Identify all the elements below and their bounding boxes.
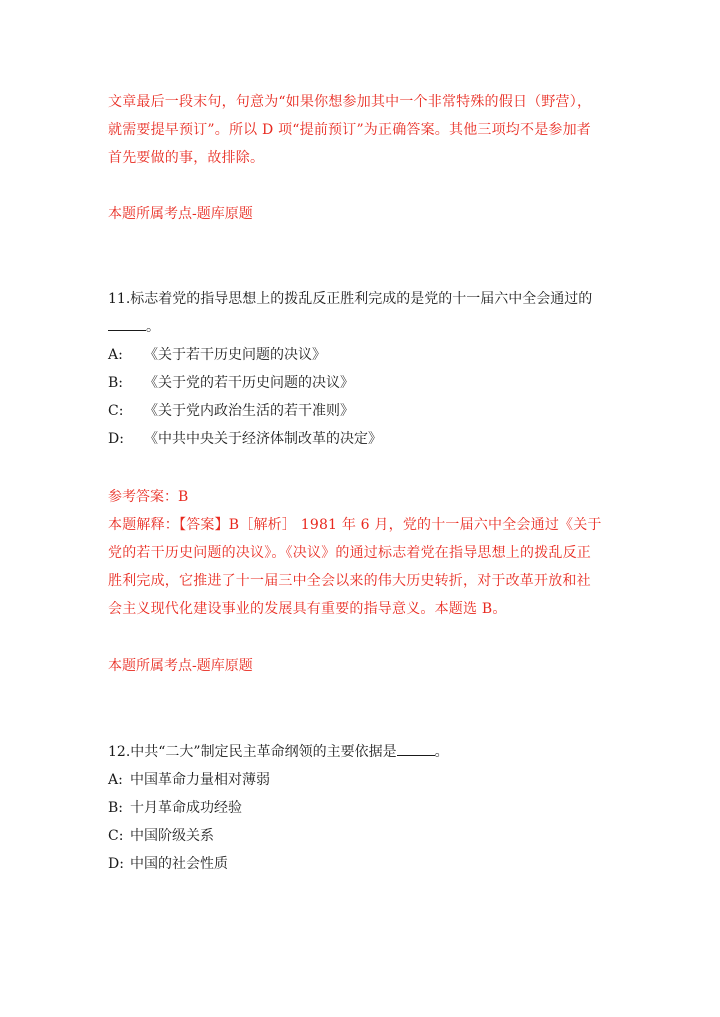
answer-blank: [108, 316, 146, 331]
prev-explanation: [108, 88, 613, 172]
stem-suffix: 。: [434, 744, 449, 760]
stem-suffix: 。: [146, 319, 160, 335]
option-c: [108, 397, 613, 425]
option-text: 十月革命成功经验: [130, 800, 242, 816]
question-12-options: [108, 766, 613, 878]
prev-topic-tag: [108, 200, 613, 228]
question-11-options: [108, 341, 613, 453]
option-c: [108, 822, 613, 850]
option-text: 中国革命力量相对薄弱: [130, 772, 270, 788]
explanation-line: 本题解释：【答案】B［解析］ 1981 年 6 月，党的十一届六中全会通过《关于: [108, 517, 602, 533]
reference-answer: 参考答案：B: [108, 489, 189, 505]
question-11-answer: [108, 483, 613, 511]
option-letter: D:: [108, 431, 124, 447]
stem-text: 12.中共“二大”制定民主革命纲领的主要依据是: [108, 744, 397, 760]
option-a: [108, 766, 613, 794]
question-11-explanation: [108, 511, 613, 623]
prev-explanation-line: 首先要做的事，故排除。: [108, 150, 265, 166]
option-letter: B:: [108, 375, 124, 391]
answer-blank: [397, 741, 435, 756]
option-text: 《关于党内政治生活的若干准则》: [144, 403, 354, 419]
option-text: 《中共中央关于经济体制改革的决定》: [144, 431, 382, 447]
question-11-stem: 11.标志着党的指导思想上的拨乱反正胜利完成的是党的十一届六中全会通过的: [108, 291, 593, 307]
option-a: [108, 341, 613, 369]
option-d: [108, 425, 613, 453]
explanation-line: 会主义现代化建设事业的发展具有重要的指导意义。本题选 B。: [108, 601, 507, 617]
option-b: [108, 794, 613, 822]
option-text: 《关于党的若干历史问题的决议》: [144, 375, 354, 391]
option-text: 中国的社会性质: [130, 856, 228, 872]
option-text: 《关于若干历史问题的决议》: [144, 347, 326, 363]
question-11-topic-tag: [108, 652, 613, 680]
explanation-line: 胜利完成，它推进了十一届三中全会以来的伟大历史转折，对于改革开放和社: [108, 573, 591, 589]
question-11-stem-cont: [108, 313, 613, 341]
question-12-stem: [108, 738, 613, 766]
topic-tag-text: 本题所属考点-题库原题: [108, 206, 253, 222]
option-text: 中国阶级关系: [130, 828, 214, 844]
prev-explanation-line: 文章最后一段末句，句意为“如果你想参加其中一个非常特殊的假日（野营），: [108, 94, 592, 110]
option-letter: A:: [108, 347, 123, 363]
topic-tag-text: 本题所属考点-题库原题: [108, 658, 253, 674]
question-11: [108, 285, 613, 341]
explanation-line: 党的若干历史问题的决议》。《决议》的通过标志着党在指导思想上的拨乱反正: [108, 545, 591, 561]
option-b: [108, 369, 613, 397]
prev-explanation-line: 就需要提早预订”。所以 D 项“提前预订”为正确答案。其他三项均不是参加者: [108, 122, 591, 138]
option-d: [108, 850, 613, 878]
option-letter: B:: [108, 800, 124, 816]
question-12: [108, 738, 613, 766]
option-letter: A:: [108, 772, 123, 788]
option-letter: D:: [108, 856, 124, 872]
option-letter: C:: [108, 403, 124, 419]
option-letter: C:: [108, 828, 124, 844]
